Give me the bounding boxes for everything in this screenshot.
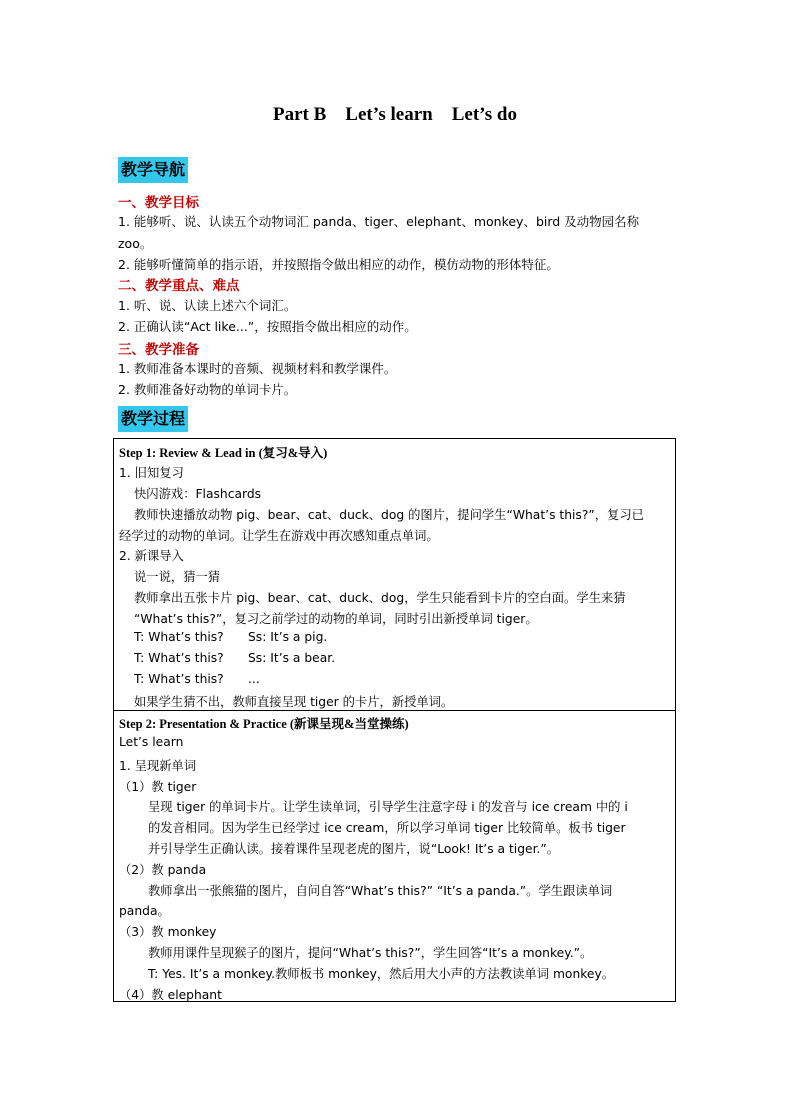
step1-line: 说一说，猜一猜 bbox=[134, 570, 221, 584]
step1-line: 教师快速播放动物 pig、bear、cat、duck、dog 的图片，提问学生“What’s this?”，复习已 bbox=[134, 508, 644, 522]
prep-heading: 三、教学准备 bbox=[118, 342, 199, 358]
table-row-divider bbox=[113, 710, 676, 711]
page-title: Part B Let’s learn Let’s do bbox=[273, 104, 517, 125]
step1-line: 1. 旧知复习 bbox=[119, 466, 184, 480]
prep-line-1: 1. 教师准备本课时的音频、视频材料和教学课件。 bbox=[118, 361, 397, 376]
teaching-process-badge: 教学过程 bbox=[118, 406, 188, 432]
goals-line-2: 2. 能够听懂简单的指示语，并按照指令做出相应的动作，模仿动物的形体特征。 bbox=[118, 257, 559, 272]
step2-line: T: Yes. It’s a monkey.教师板书 monkey，然后用大小声的方法教读单词 monkey。 bbox=[148, 967, 615, 981]
step2-line: Let’s learn bbox=[119, 735, 184, 749]
dialog-teacher: T: What’s this? bbox=[134, 630, 224, 644]
goals-line-1-cont: zoo。 bbox=[118, 236, 153, 251]
goals-line-1: 1. 能够听、说、认读五个动物词汇 panda、tiger、elephant、monkey、bird 及动物园名称 bbox=[118, 214, 640, 229]
step1-heading: Step 1: Review & Lead in (复习&导入) bbox=[119, 446, 328, 460]
step1-line: 经学过的动物的单词。让学生在游戏中再次感知重点单词。 bbox=[119, 529, 439, 543]
step2-heading: Step 2: Presentation & Practice (新课呈现&当堂操练) bbox=[119, 717, 409, 731]
dialog-teacher: T: What’s this? bbox=[134, 651, 224, 665]
step2-line: 并引导学生正确认读。接着课件呈现老虎的图片，说“Look! It’s a tiger.”。 bbox=[148, 842, 560, 856]
step1-line: 快闪游戏：Flashcards bbox=[134, 487, 262, 501]
step1-line: 教师拿出五张卡片 pig、bear、cat、duck、dog，学生只能看到卡片的空白面。学生来猜 bbox=[134, 591, 626, 605]
step2-line: 呈现 tiger 的单词卡片。让学生读单词，引导学生注意字母 i 的发音与 ice cream 中的 i bbox=[148, 800, 628, 814]
key-points-line-1: 1. 听、说、认读上述六个词汇。 bbox=[118, 298, 297, 313]
dialog-teacher: T: What’s this? bbox=[134, 672, 224, 686]
dialog-students: Ss: It’s a pig. bbox=[248, 630, 328, 644]
key-points-heading: 二、教学重点、难点 bbox=[118, 278, 240, 294]
dialog-students: Ss: It’s a bear. bbox=[248, 651, 336, 665]
teaching-guide-badge: 教学导航 bbox=[118, 157, 188, 183]
step2-line: （1）教 tiger bbox=[119, 780, 197, 794]
goals-heading: 一、教学目标 bbox=[118, 195, 199, 211]
step1-line: 2. 新课导入 bbox=[119, 549, 184, 563]
prep-line-2: 2. 教师准备好动物的单词卡片。 bbox=[118, 382, 297, 397]
dialog-students: ... bbox=[248, 672, 260, 686]
step2-line: （3）教 monkey bbox=[119, 925, 217, 939]
step2-line: 教师拿出一张熊猫的图片，自问自答“What’s this?” “It’s a panda.”。学生跟读单词 bbox=[148, 884, 613, 898]
step2-line: 教师用课件呈现猴子的图片，提问“What’s this?”，学生回答“It’s a monkey.”。 bbox=[148, 946, 593, 960]
key-points-line-2: 2. 正确认读“Act like...”，按照指令做出相应的动作。 bbox=[118, 319, 417, 334]
step2-line: 的发音相同。因为学生已经学过 ice cream，所以学习单词 tiger 比较简单。板书 tiger bbox=[148, 821, 626, 835]
step1-line: “What’s this?”，复习之前学过的动物的单词，同时引出新授单词 tiger。 bbox=[134, 612, 538, 626]
step2-line: 1. 呈现新单词 bbox=[119, 759, 197, 773]
step1-line: 如果学生猜不出，教师直接呈现 tiger 的卡片，新授单词。 bbox=[134, 695, 454, 709]
step2-line: panda。 bbox=[119, 904, 170, 918]
step2-line: （2）教 panda bbox=[119, 863, 207, 877]
step2-line: （4）教 elephant bbox=[119, 988, 222, 1002]
